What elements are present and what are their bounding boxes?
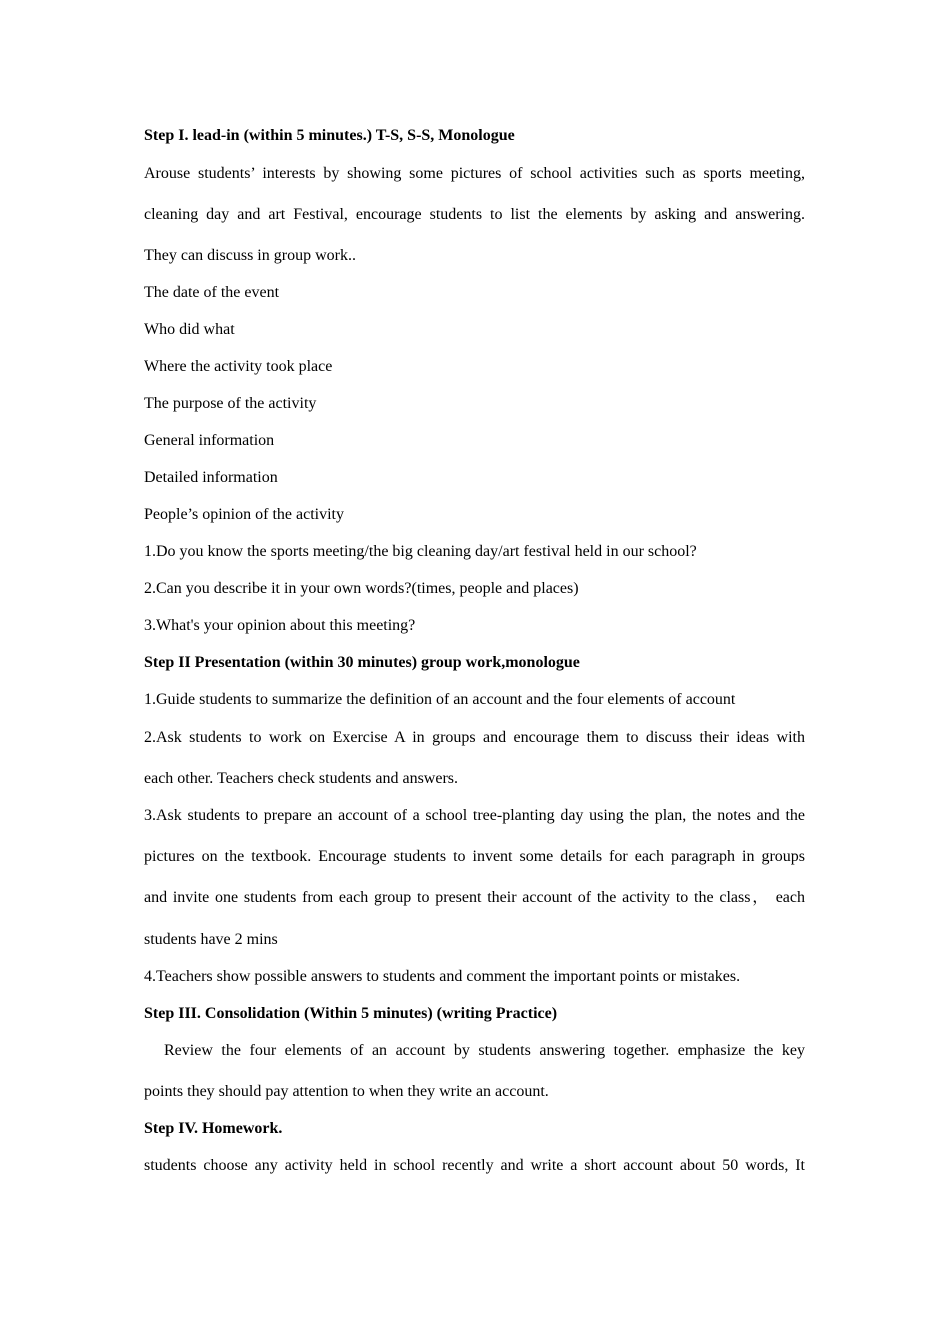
step1-intro-line: Arouse students’ interests by showing some pictures of school activities such as sports meeting, bbox=[144, 165, 805, 182]
step3-heading: Step III. Consolidation (Within 5 minutes) (writing Practice) bbox=[144, 1005, 558, 1022]
step3-line: Review the four elements of an account by students answering together. emphasize the key bbox=[164, 1042, 805, 1059]
step2-item-3-line: students have 2 mins bbox=[144, 931, 278, 948]
step4-line: students choose any activity held in school recently and write a short account about 50 words, It bbox=[144, 1157, 805, 1174]
question-item: 1.Do you know the sports meeting/the big cleaning day/art festival held in our school? bbox=[144, 543, 697, 560]
step1-intro-line: They can discuss in group work.. bbox=[144, 247, 356, 264]
step2-item-1: 1.Guide students to summarize the definition of an account and the four elements of account bbox=[144, 691, 736, 708]
element-item: People’s opinion of the activity bbox=[144, 506, 344, 523]
element-item: Who did what bbox=[144, 321, 235, 338]
element-item: Detailed information bbox=[144, 469, 278, 486]
question-item: 2.Can you describe it in your own words?(times, people and places) bbox=[144, 580, 579, 597]
step2-item-2-line: each other. Teachers check students and answers. bbox=[144, 770, 459, 787]
question-item: 3.What's your opinion about this meeting? bbox=[144, 617, 416, 634]
step2-item-3-line: pictures on the textbook. Encourage students to invent some details for each paragraph in groups bbox=[144, 848, 805, 865]
element-item: General information bbox=[144, 432, 275, 449]
step2-item-3-line: 3.Ask students to prepare an account of a school tree-planting day using the plan, the notes and the bbox=[144, 807, 805, 824]
step2-item-4: 4.Teachers show possible answers to students and comment the important points or mistakes. bbox=[144, 968, 741, 985]
step3-line: points they should pay attention to when they write an account. bbox=[144, 1083, 549, 1100]
step2-item-2-line: 2.Ask students to work on Exercise A in groups and encourage them to discuss their ideas with bbox=[144, 729, 805, 746]
step1-intro-line: cleaning day and art Festival, encourage students to list the elements by asking and answering. bbox=[144, 206, 805, 223]
step2-item-3-line: and invite one students from each group to present their account of the activity to the class， each bbox=[144, 889, 806, 906]
step4-heading: Step IV. Homework. bbox=[144, 1120, 283, 1137]
element-item: The purpose of the activity bbox=[144, 395, 317, 412]
element-item: Where the activity took place bbox=[144, 358, 333, 375]
element-item: The date of the event bbox=[144, 284, 280, 301]
step1-heading: Step I. lead-in (within 5 minutes.) T-S, S-S, Monologue bbox=[144, 127, 515, 144]
step2-heading: Step II Presentation (within 30 minutes) group work,monologue bbox=[144, 654, 580, 671]
